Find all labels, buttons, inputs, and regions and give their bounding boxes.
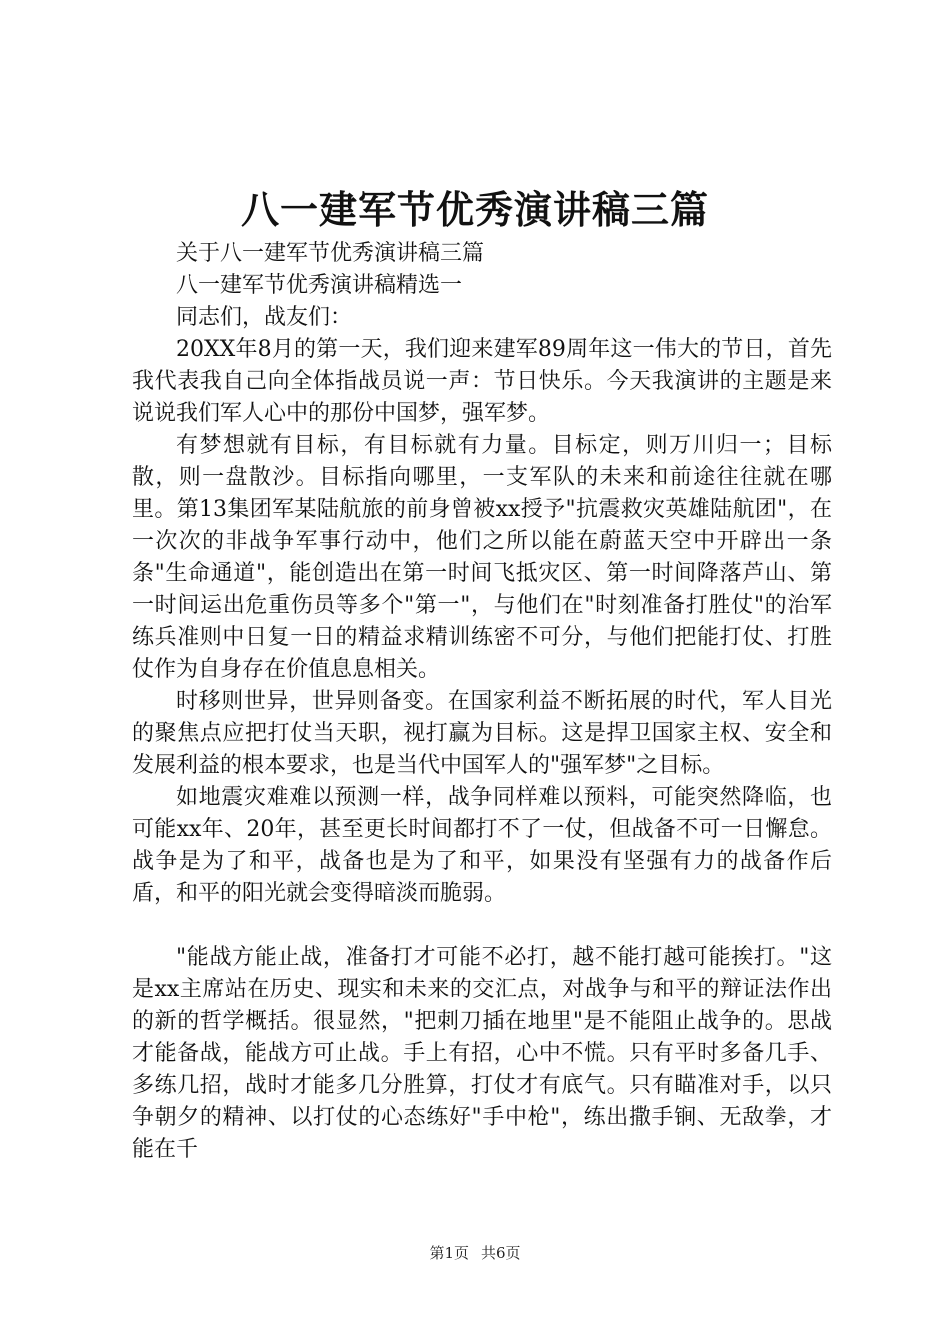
document-title: 八一建军节优秀演讲稿三篇 <box>240 187 709 232</box>
salutation-paragraph: 同志们，战友们： <box>176 305 353 330</box>
section-heading-paragraph: 八一建军节优秀演讲稿精选一 <box>176 273 463 298</box>
body-paragraph: 20XX年8月的第一天，我们迎来建军89周年这一伟大的节日，首先我代表我自己向全体指战员说一声：节日快乐。今天我演讲的主题是来说说我们军人心中的那份中国梦，强军梦。 <box>132 337 832 426</box>
paragraph-spacer <box>132 910 832 942</box>
document-body <box>132 238 832 1166</box>
page-footer <box>0 1243 950 1263</box>
subtitle-paragraph: 关于八一建军节优秀演讲稿三篇 <box>176 241 485 266</box>
page-total: 共6页 <box>481 1244 521 1262</box>
body-paragraph: 如地震灾难难以预测一样，战争同样难以预料，可能突然降临，也可能xx年、20年，甚至更长时间都打不了一仗，但战备不可一日懈怠。战争是为了和平，战备也是为了和平，如果没有坚强有力的战备作后盾，和平的阳光就会变得暗淡而脆弱。 <box>132 785 832 906</box>
body-paragraph: 有梦想就有目标，有目标就有力量。目标定，则万川归一；目标散，则一盘散沙。目标指向哪里，一支军队的未来和前途往往就在哪里。第13集团军某陆航旅的前身曾被xx授予"抗震救灾英雄陆航团"，在一次次的非战争军事行动中，他们之所以能在蔚蓝天空中开辟出一条条"生命通道"，能创造出在第一时间飞抵灾区、第一时间降落芦山、第一时间运出危重伤员等多个"第一"，与他们在"时刻准备打胜仗"的治军练兵准则中日复一日的精益求精训练密不可分，与他们把能打仗、打胜仗作为自身存在价值息息相关。 <box>132 433 832 682</box>
body-paragraph: 时移则世异，世异则备变。在国家利益不断拓展的时代，军人目光的聚焦点应把打仗当天职，视打赢为目标。这是捍卫国家主权、安全和发展利益的根本要求，也是当代中国军人的"强军梦"之目标。 <box>132 689 832 778</box>
page-number: 第1页 <box>429 1244 469 1262</box>
body-paragraph: "能战方能止战，准备打才可能不必打，越不能打越可能挨打。"这是xx主席站在历史、现实和未来的交汇点，对战争与和平的辩证法作出的新的哲学概括。很显然，"把刺刀插在地里"是不能阻止战争的。思战才能备战，能战方可止战。手上有招，心中不慌。只有平时多备几手、多练几招，战时才能多几分胜算，打仗才有底气。只有瞄准对手，以只争朝夕的精神、以打仗的心态练好"手中枪"，练出撒手锏、无敌拳，才能在千 <box>132 945 832 1162</box>
